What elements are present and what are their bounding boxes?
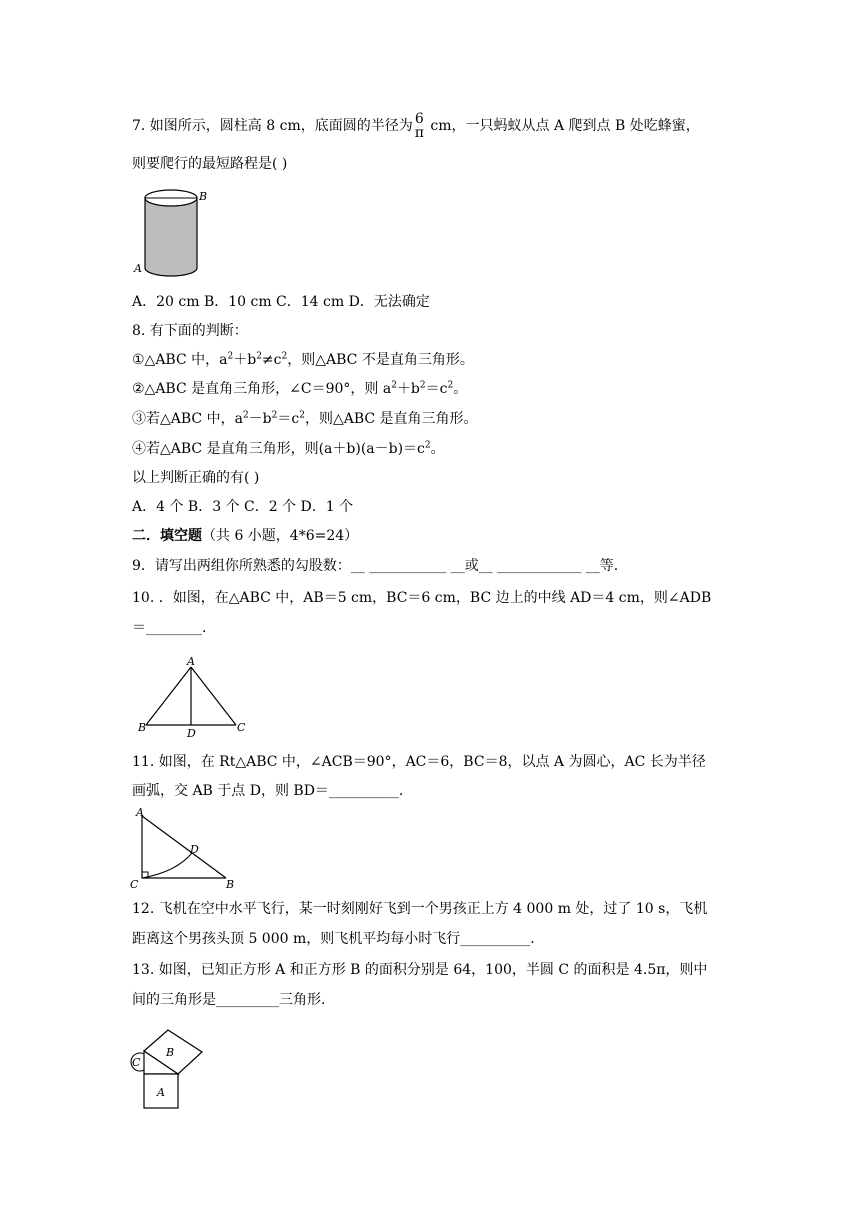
label-d: D: [187, 727, 196, 740]
q8-options: A．4 个 B．3 个 C．2 个 D．1 个: [132, 499, 354, 515]
label-c: C: [130, 878, 139, 891]
label-b: B: [199, 190, 208, 203]
triangle-median-figure: [132, 655, 252, 741]
label-c: C: [132, 1056, 141, 1069]
label-a: A: [136, 806, 144, 819]
q8-statement-3: ③若△ABC 中，$a^2-b^2=c^2$，则△ABC 是直角三角形。: [132, 410, 478, 427]
q8-statement-4: ④若△ABC 是直角三角形，则$(a+b)(a-b)=c^2$。: [132, 440, 445, 457]
cylinder-figure: [130, 180, 210, 280]
q12-line2: 距离这个男孩头顶 5 000 m，则飞机平均每小时飞行__________.: [132, 931, 535, 947]
q10-line2: ＝________.: [132, 620, 207, 636]
fraction: 6 π: [414, 111, 424, 141]
squares-semicircle-figure: [124, 1026, 214, 1112]
q11-line1: 11. 如图，在 Rt△ABC 中，∠ACB＝90°，AC＝6，BC＝8，以点 A 为圆心，AC 长为半径: [132, 754, 706, 770]
q8-statement-2: ②△ABC 是直角三角形，∠C＝90°，则 $a^2+b^2=c^2$。: [132, 380, 468, 397]
label-a: A: [134, 262, 142, 275]
label-d: D: [190, 843, 199, 856]
q11-line2: 画弧，交 AB 于点 D，则 BD＝__________.: [132, 783, 404, 799]
q7-line1: 7. 如图所示，圆柱高 8 cm，底面圆的半径为 6 π cm，一只蚂蚁从点 A 爬到点 B 处吃蜂蜜，: [132, 111, 700, 141]
label-a: A: [187, 655, 195, 668]
right-triangle-arc-figure: [126, 806, 242, 892]
label-b: B: [226, 878, 235, 891]
q7-line2: 则要爬行的最短路程是( ): [132, 156, 288, 172]
q13-line1: 13. 如图，已知正方形 A 和正方形 B 的面积分别是 64，100，半圆 C 的面积是 4.5π，则中: [132, 962, 708, 978]
q8-statement-1: ①△ABC 中，$a^2+b^2\ne c^2$，则△ABC 不是直角三角形。: [132, 351, 474, 368]
label-c: C: [237, 721, 246, 734]
q12-line1: 12. 飞机在空中水平飞行，某一时刻刚好飞到一个男孩正上方 4 000 m 处，过了 10 s，飞机: [132, 901, 708, 917]
label-a: A: [157, 1086, 165, 1099]
label-b: B: [138, 721, 147, 734]
q7-options: A．20 cm B．10 cm C．14 cm D．无法确定: [132, 294, 430, 310]
section-2-heading: 二．填空题（共 6 小题，4*6=24）: [132, 528, 359, 544]
q8-ask: 以上判断正确的有( ): [132, 470, 260, 486]
q9-text: 9．请写出两组你所熟悉的勾股数：__ ___________ __或__ ____________ __等.: [132, 558, 619, 574]
label-b: B: [166, 1046, 175, 1059]
q8-title: 8. 有下面的判断：: [132, 323, 248, 339]
q10-line1: 10. ．如图，在△ABC 中，AB＝5 cm，BC＝6 cm，BC 边上的中线 AD＝4 cm，则∠ADB: [132, 590, 712, 606]
q13-line2: 间的三角形是_________三角形.: [132, 992, 326, 1008]
